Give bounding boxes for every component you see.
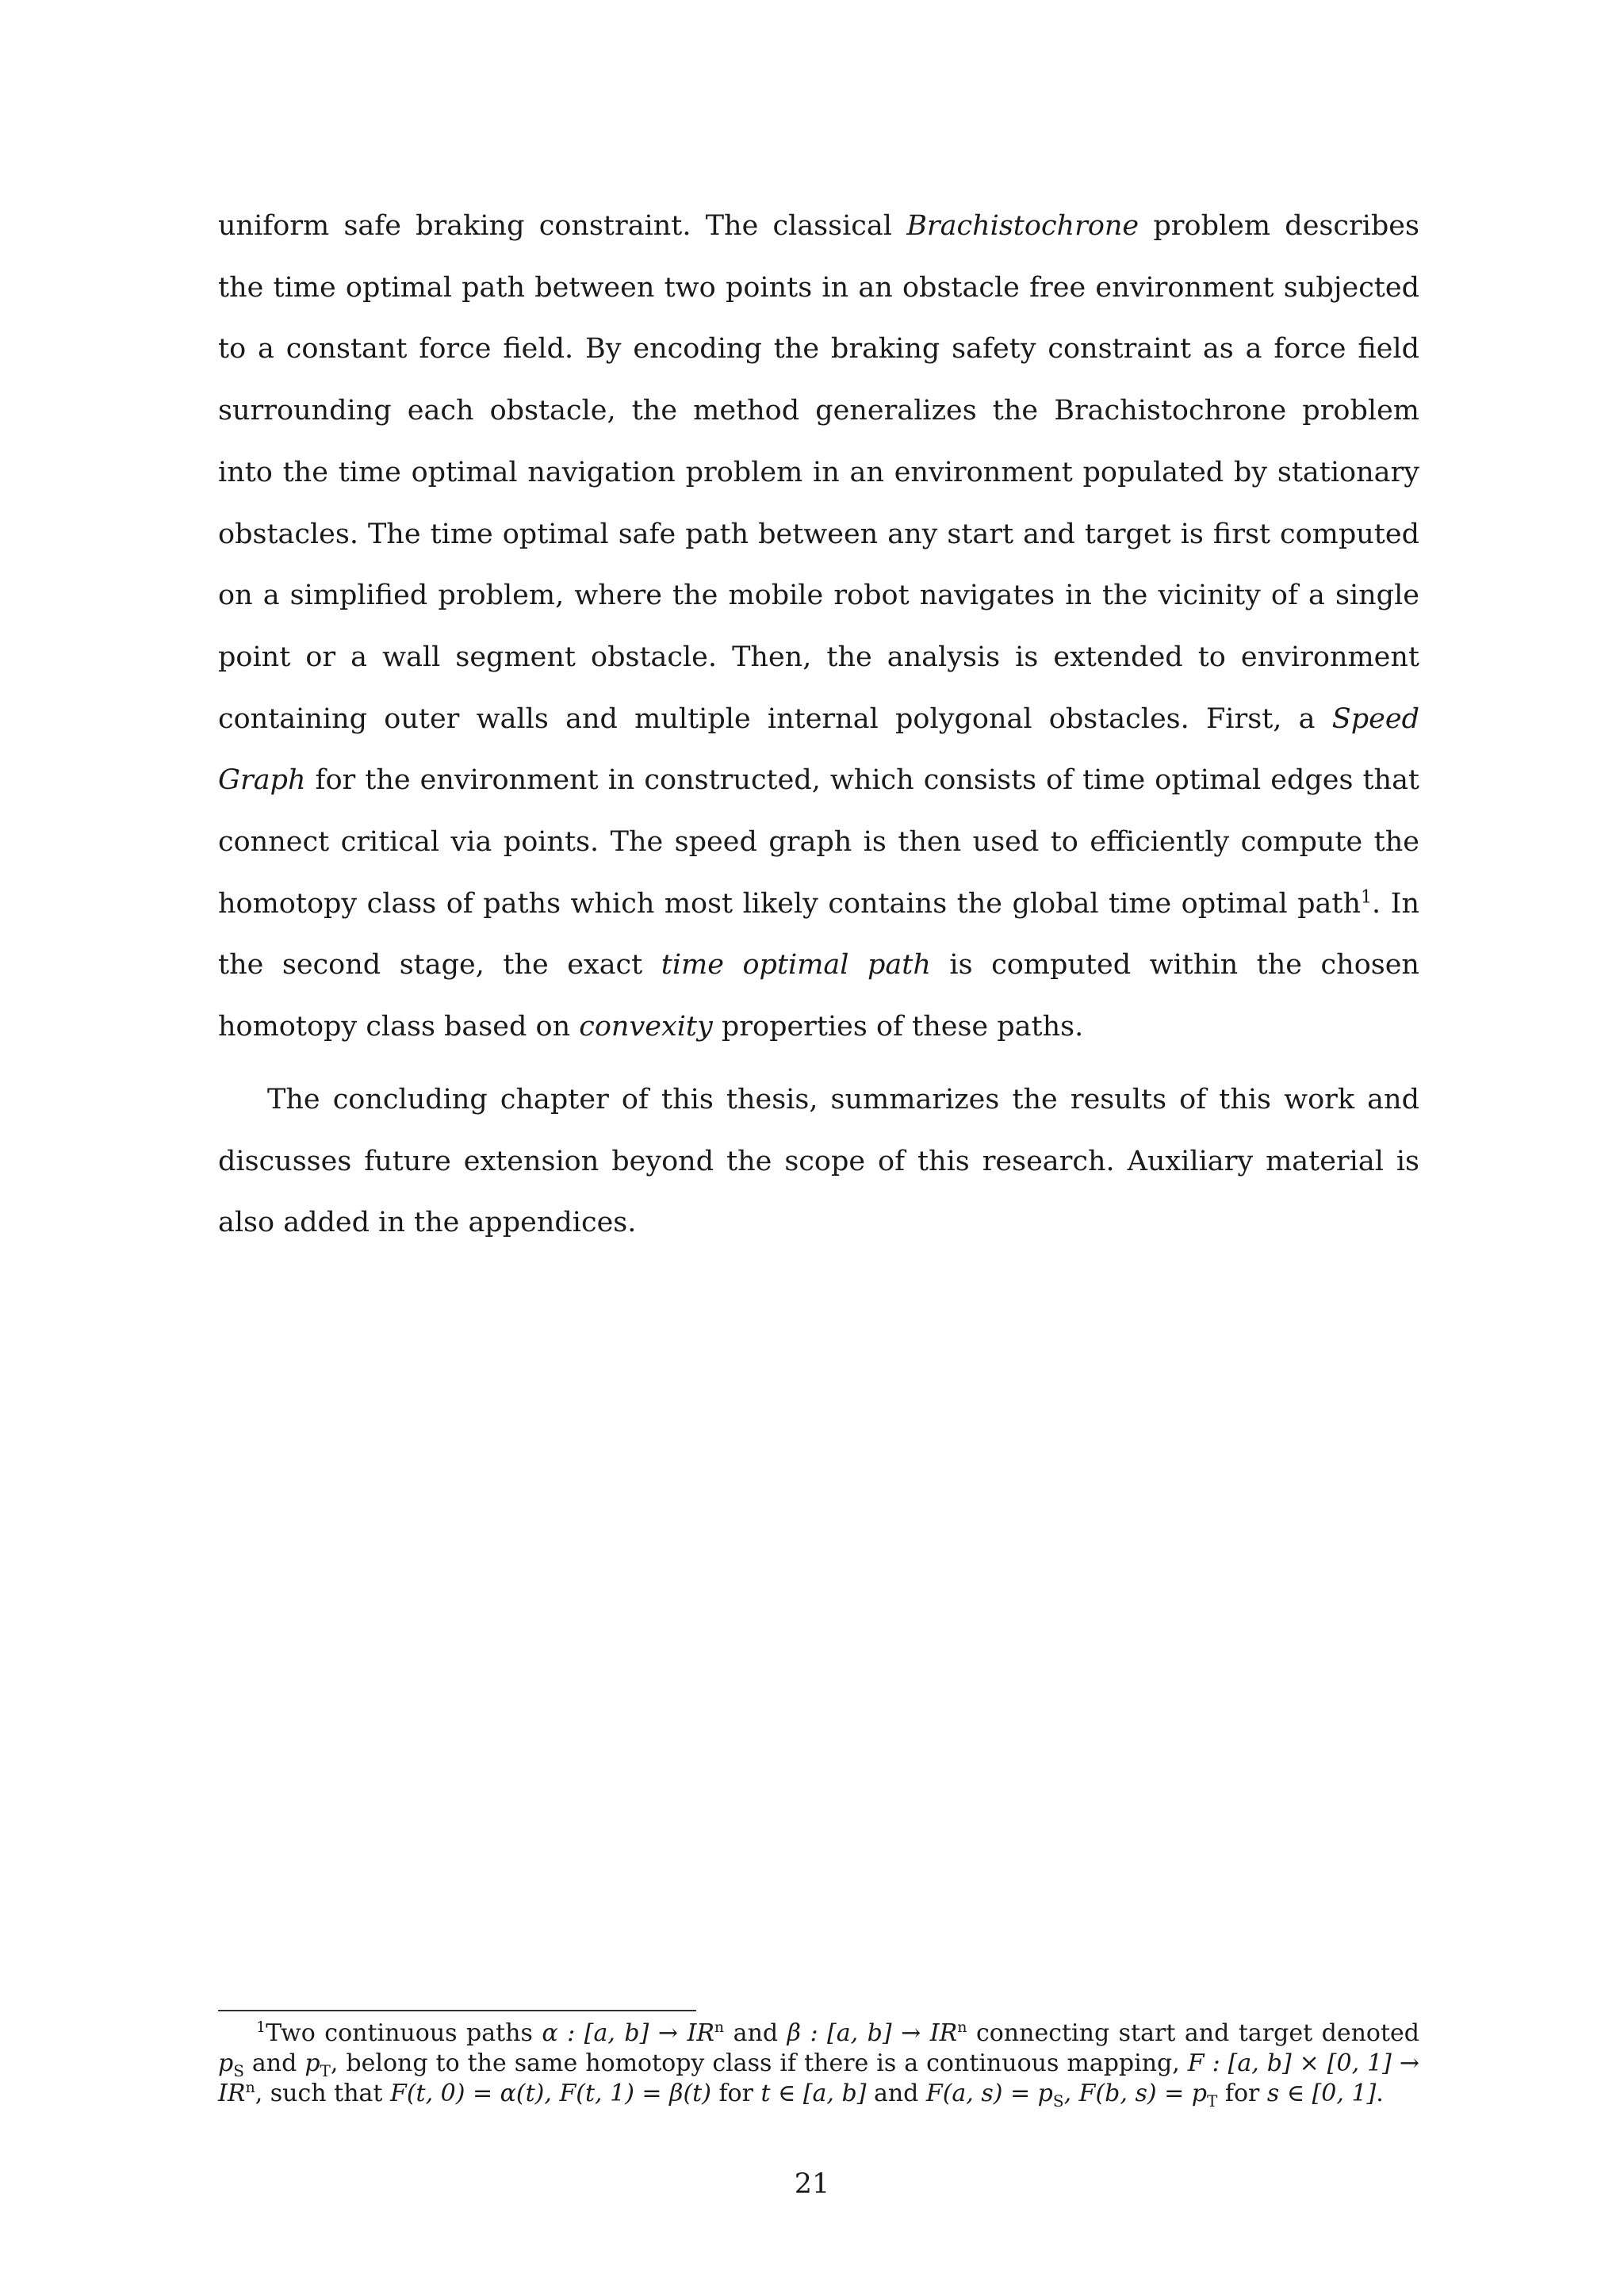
emphasis-brachistochrone: Brachistochrone — [906, 210, 1139, 242]
text-span: and — [243, 2049, 305, 2077]
footnote-text — [218, 2019, 1419, 2109]
emphasis-speed-graph: Speed Graph — [218, 702, 1419, 797]
math-sub: S — [1052, 2091, 1064, 2110]
emphasis-convexity: convexity — [579, 1011, 713, 1043]
math-sup: n — [245, 2079, 255, 2096]
math-boundary: F(t, 0) = α(t), F(t, 1) = β(t) — [390, 2080, 711, 2107]
text-span: , such that — [255, 2080, 391, 2107]
text-span: for — [710, 2080, 761, 2107]
text-span: . — [1376, 2080, 1384, 2107]
text-span: is computed within the chosen homotopy class based on — [218, 949, 1419, 1043]
math-ps: p — [218, 2049, 234, 2077]
footnote-mark: 1 — [256, 2019, 266, 2036]
math-sub: T — [320, 2061, 331, 2080]
text-span: , belong to the same homotopy class if there is a continuous mapping, — [330, 2049, 1188, 2077]
math-fb: , F(b, s) = p — [1063, 2080, 1207, 2107]
text-span: and — [724, 2019, 787, 2047]
math-sub: S — [233, 2061, 244, 2080]
page-number: 21 — [794, 2168, 830, 2200]
math-beta: β : [a, b] → IR — [787, 2019, 958, 2047]
text-span: uniform safe braking constraint. The classical — [218, 210, 907, 242]
math-mapping: F : [a, b] × [0, 1] → IR — [218, 2049, 1419, 2107]
math-sup: n — [714, 2019, 725, 2036]
text-span: problem describes the time optimal path between two points in an obstacle free environment subjected to a constant force field. By encoding the braking safety constraint as a force field surrounding each obstacle, the method generalizes the Brachistochrone problem into the time optimal navigation problem in an environment populated by stationary obstacles. The time optimal safe path between any start and target is first computed on a simplified problem, where the mobile robot navigates in the vicinity of a single point or a wall segment obstacle. Then, the analysis is extended to environment containing outer walls and multiple internal polygonal obstacles. First, a — [218, 210, 1419, 735]
math-alpha: α : [a, b] → IR — [542, 2019, 714, 2047]
emphasis-time-optimal-path: time optimal path — [661, 949, 931, 982]
footnote-divider — [218, 2010, 696, 2011]
math-pt: p — [304, 2049, 320, 2077]
math-s-range: s ∈ [0, 1] — [1266, 2080, 1377, 2107]
paragraph-2: The concluding chapter of this thesis, summarizes the results of this work and discusses future extension beyond the scope of this research. Auxiliary material is also added in the appendices. — [218, 1083, 1419, 1239]
text-span: . In the second stage, the exact — [218, 887, 1419, 982]
text-span: properties of these paths. — [712, 1011, 1084, 1043]
main-text — [218, 196, 1419, 1254]
math-t-range: t ∈ [a, b] — [760, 2080, 867, 2107]
text-span: Two continuous paths — [266, 2019, 542, 2047]
math-sup: n — [957, 2019, 967, 2036]
math-fa: F(a, s) = p — [925, 2080, 1053, 2107]
text-span: and — [866, 2080, 926, 2107]
footnote-reference[interactable]: 1 — [1361, 887, 1373, 908]
footnote — [218, 2019, 1419, 2109]
text-span: connecting start and target denoted — [967, 2019, 1419, 2047]
text-span: for the environment in constructed, which consists of time optimal edges that connect critical via points. The speed graph is then used to efficiently compute the homotopy class of paths which most likely contains the global time optimal path — [218, 764, 1419, 920]
math-sub: T — [1206, 2091, 1218, 2110]
paragraph-1 — [218, 196, 1419, 1058]
text-span: for — [1217, 2080, 1267, 2107]
